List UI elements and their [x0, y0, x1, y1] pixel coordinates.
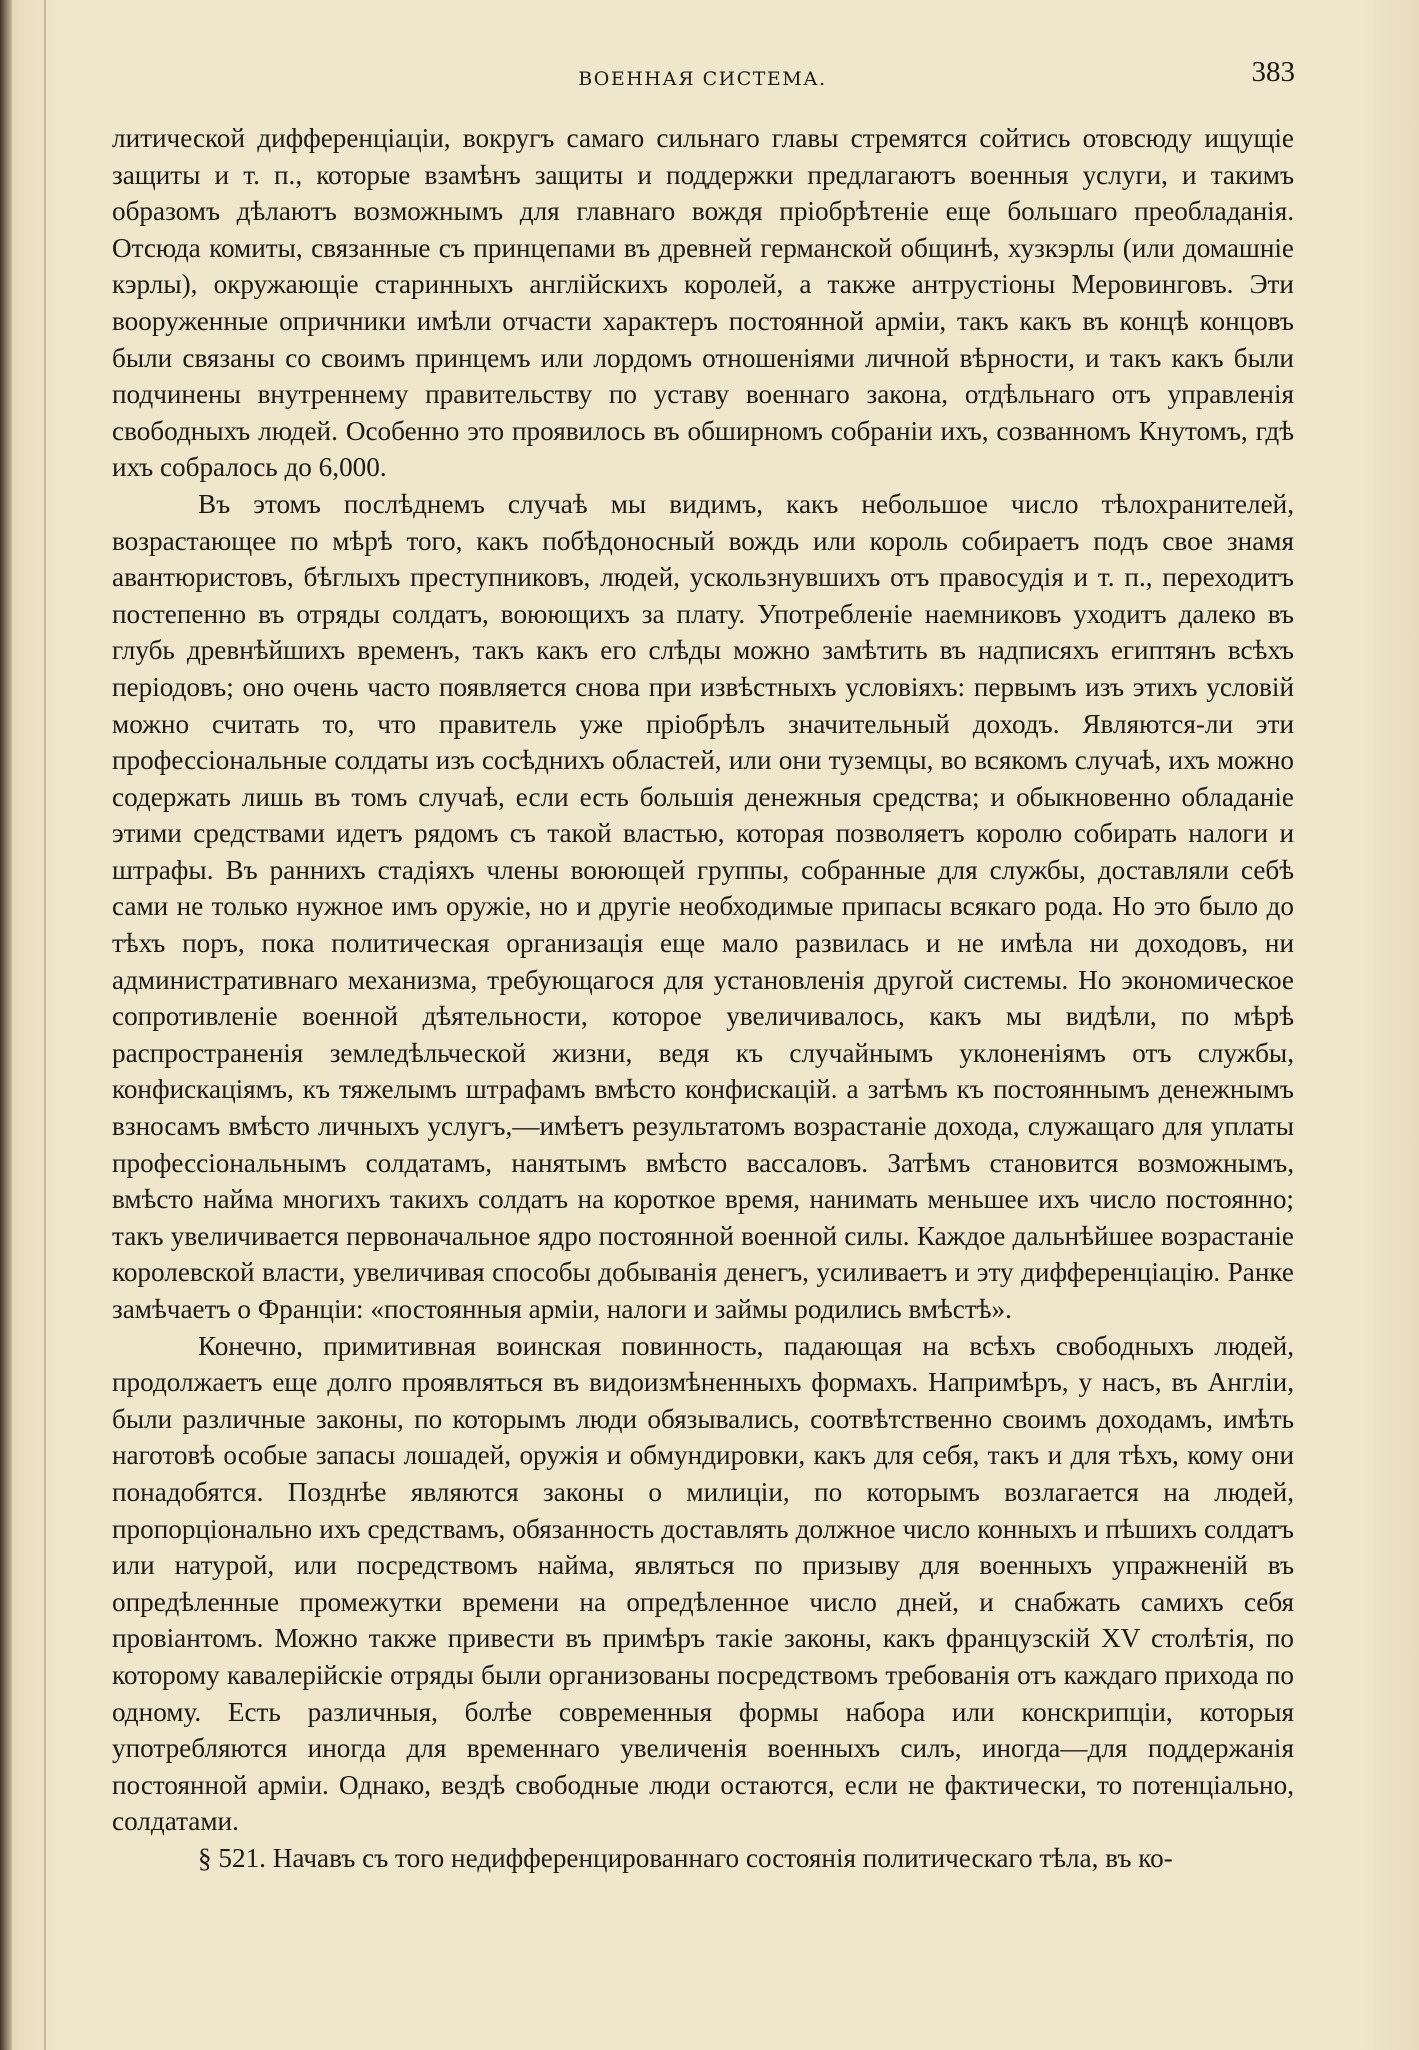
binding-edge — [0, 0, 12, 2050]
page-fold-line — [44, 0, 46, 2050]
page-header — [110, 52, 1295, 102]
paragraph-1: литической дифференціаціи, вокругъ самаго сильнаго главы стремятся сойтись отовсюду ищущіе защиты и т. п., которые взамѣнъ защиты и поддержки предлагаютъ военныя услуги, и такимъ образомъ дѣлаютъ возможнымъ для главнаго вождя пріобрѣтеніе еще большаго преобладанія. Отсюда комиты, связанные съ принцепами въ древней германской общинѣ, хузкэрлы (или домашніе кэрлы), окружающіе старинныхъ англійскихъ королей, а также антрустіоны Меровинговъ. Эти вооруженные опричники имѣли отчасти характеръ постоянной арміи, такъ какъ въ концѣ концовъ были связаны со своимъ принцемъ или лордомъ отношеніями личной вѣрности, и такъ какъ были подчинены внутреннему правительству по уставу военнаго закона, отдѣльнаго отъ управленія свободныхъ людей. Особенно это проявилось въ обширномъ собраніи ихъ, созванномъ Кнутомъ, гдѣ ихъ собралось до 6,000. — [112, 123, 1294, 483]
paragraph-4-section-521: § 521. Начавъ съ того недифференцированнаго состоянія политическаго тѣла, въ ко- — [198, 1842, 1173, 1873]
paragraph-3: Конечно, примитивная воинская повинность, падающая на всѣхъ свободныхъ людей, продолжаетъ еще долго проявляться въ видоизмѣненныхъ формахъ. Напримѣръ, у насъ, въ Англіи, были различные законы, по которымъ люди обязывались, соотвѣтственно своимъ доходамъ, имѣть наготовѣ особые запасы лошадей, оружія и обмундировки, какъ для себя, такъ и для тѣхъ, кому они понадобятся. Позднѣе являются законы о милиціи, по которымъ возлагается на людей, пропорціонально ихъ средствамъ, обязанность доставлять должное число конныхъ и пѣшихъ солдатъ или натурой, или посредствомъ найма, являться по призыву для военныхъ упражненій въ опредѣленные промежутки времени на опредѣленное число дней, и снабжать самихъ себя провіантомъ. Можно также привести въ примѣръ такіе законы, какъ французскій XV столѣтія, по которому кавалерійскіе отряды были организованы посредствомъ требованія отъ каждаго прихода по одному. Есть различныя, болѣе современныя формы набора или конскрипціи, которыя употребляются иногда для временнаго увеличенія военныхъ силъ, иногда—для поддержанія постоянной арміи. Однако, вездѣ свободные люди остаются, если не фактически, то потенціально, солдатами. — [112, 1330, 1294, 1837]
page-number: 383 — [1251, 56, 1295, 88]
body-text — [112, 120, 1294, 1877]
paragraph-2: Въ этомъ послѣднемъ случаѣ мы видимъ, какъ небольшое число тѣлохранителей, возрастающее по мѣрѣ того, какъ побѣдоносный вождь или король собираетъ подъ свое знамя авантюристовъ, бѣглыхъ преступниковъ, людей, ускользнувшихъ отъ правосудія и т. п., переходитъ постепенно въ отряды солдатъ, воюющихъ за плату. Употребленіе наемниковъ уходитъ далеко въ глубь древнѣйшихъ временъ, такъ какъ его слѣды можно замѣтить въ надписяхъ египтянъ всѣхъ періодовъ; оно очень часто появляется снова при извѣстныхъ условіяхъ: первымъ изъ этихъ условій можно считать то, что правитель уже пріобрѣлъ значительный доходъ. Являются-ли эти профессіональные солдаты изъ сосѣднихъ областей, или они туземцы, во всякомъ случаѣ, ихъ можно содержать лишь въ томъ случаѣ, если есть большія денежныя средства; и обыкновенно обладаніе этими средствами идетъ рядомъ съ такой властью, которая позволяетъ королю собирать налоги и штрафы. Въ раннихъ стадіяхъ члены воюющей группы, собранные для службы, доставляли себѣ сами не только нужное имъ оружіе, но и другіе необходимые припасы всякаго рода. Но это было до тѣхъ поръ, пока политическая организація еще мало развилась и не имѣла ни доходовъ, ни административнаго механизма, требующагося для установленія другой системы. Но экономическое сопротивленіе военной дѣятельности, которое увеличивалось, какъ мы видѣли, по мѣрѣ распространенія земледѣльческой жизни, ведя къ случайнымъ уклоненіямъ отъ службы, конфискаціямъ, къ тяжелымъ штрафамъ вмѣсто конфискацій. а затѣмъ къ постояннымъ денежнымъ взносамъ вмѣсто личныхъ услугъ,—имѣетъ результатомъ возрастаніе дохода, служащаго для уплаты профессіональнымъ солдатамъ, нанятымъ вмѣсто вассаловъ. Затѣмъ становится возможнымъ, вмѣсто найма многихъ такихъ солдатъ на короткое время, нанимать меньшее ихъ число постоянно; такъ увеличивается первоначальное ядро постоянной военной силы. Каждое дальнѣйшее возрастаніе королевской власти, увеличивая способы добыванія денегъ, усиливаетъ и эту дифференціацію. Ранке замѣчаетъ о Франціи: «постоянныя арміи, налоги и займы родились вмѣстѣ». — [112, 488, 1294, 1324]
running-title: ВОЕННАЯ СИСТЕМА. — [578, 68, 827, 90]
